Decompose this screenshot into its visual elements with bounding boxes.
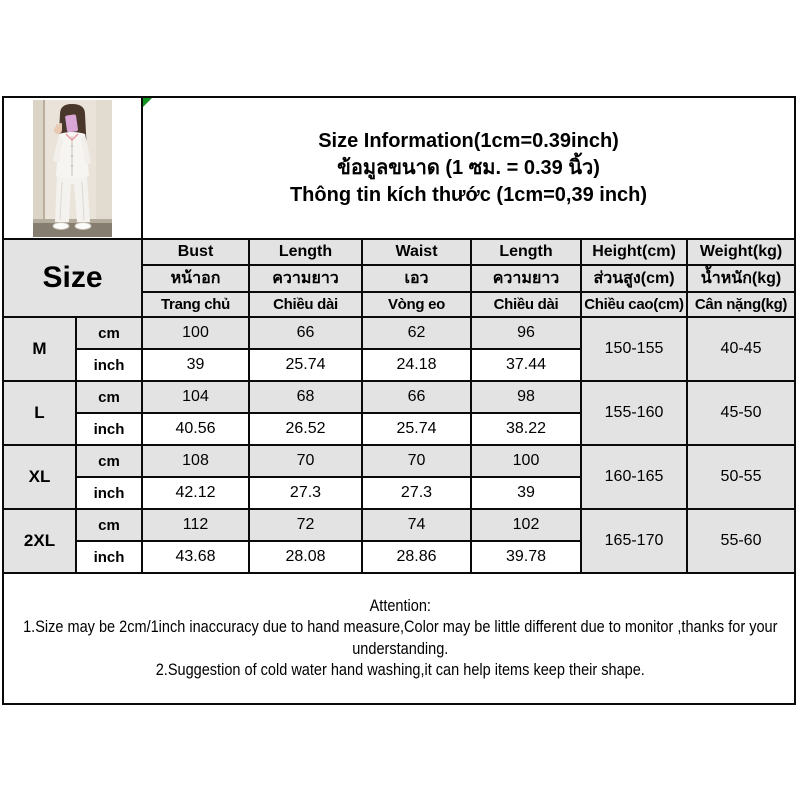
value-cell: 100 — [471, 445, 581, 477]
attention-text — [4, 596, 795, 682]
col-header-waist-en: Waist — [362, 239, 471, 265]
value-cell: 26.52 — [249, 413, 362, 445]
person-slipper-left — [53, 222, 69, 229]
value-cell: 27.3 — [362, 477, 471, 509]
product-photo — [33, 100, 112, 237]
value-cell: 39 — [142, 349, 249, 381]
attention-line-1: 1.Size may be 2cm/1inch inaccuracy due to hand measure,Color may be little different due to monitor ,thanks for your understanding. — [23, 618, 778, 658]
value-cell: 74 — [362, 509, 471, 541]
person-phone — [65, 114, 78, 132]
value-cell: 42.12 — [142, 477, 249, 509]
value-cell: 43.68 — [142, 541, 249, 573]
comment-marker-triangle — [143, 98, 152, 107]
col-header-length-vi: Chiều dài — [249, 292, 362, 317]
attention-line-2: 2.Suggestion of cold water hand washing,it can help items keep their shape. — [155, 660, 645, 679]
value-cell: 100 — [142, 317, 249, 349]
height-range-cell: 165-170 — [581, 509, 687, 573]
unit-cell-cm: cm — [76, 381, 142, 413]
title-line-vi: Thông tin kích thước (1cm=0,39 inch) — [289, 183, 648, 206]
value-cell: 72 — [249, 509, 362, 541]
attention-note-cell — [3, 573, 795, 704]
weight-range-cell: 45-50 — [687, 381, 795, 445]
col-header-bust-vi: Trang chủ — [142, 292, 249, 317]
size-label-2xl: 2XL — [3, 509, 76, 573]
value-cell: 98 — [471, 381, 581, 413]
value-cell: 37.44 — [471, 349, 581, 381]
value-cell: 28.08 — [249, 541, 362, 573]
value-cell: 102 — [471, 509, 581, 541]
size-label-xl: XL — [3, 445, 76, 509]
col-header-weight-th: น้ำหนัก(kg) — [687, 265, 795, 292]
person-slipper-right — [75, 222, 91, 229]
photo-wall-right — [96, 100, 112, 222]
size-label-m: M — [3, 317, 76, 381]
size-header-cell: Size — [3, 239, 142, 317]
title-line-en: Size Information(1cm=0.39inch) — [318, 129, 619, 152]
value-cell: 66 — [362, 381, 471, 413]
attention-heading: Attention: — [369, 596, 431, 615]
value-cell: 112 — [142, 509, 249, 541]
col-header-height-th: ส่วนสูง(cm) — [581, 265, 687, 292]
size-chart-table — [2, 96, 796, 705]
unit-cell-cm: cm — [76, 317, 142, 349]
col-header-bust-th: หน้าอก — [142, 265, 249, 292]
value-cell: 108 — [142, 445, 249, 477]
value-cell: 27.3 — [249, 477, 362, 509]
col-header-length-en: Length — [249, 239, 362, 265]
col-header-weight-en: Weight(kg) — [687, 239, 795, 265]
col-header-length-th: ความยาว — [249, 265, 362, 292]
unit-cell-inch: inch — [76, 349, 142, 381]
weight-range-cell: 55-60 — [687, 509, 795, 573]
value-cell: 68 — [249, 381, 362, 413]
value-cell: 62 — [362, 317, 471, 349]
product-photo-cell — [3, 97, 142, 239]
unit-cell-cm: cm — [76, 509, 142, 541]
value-cell: 40.56 — [142, 413, 249, 445]
value-cell: 24.18 — [362, 349, 471, 381]
weight-range-cell: 50-55 — [687, 445, 795, 509]
col-header-bust-en: Bust — [142, 239, 249, 265]
photo-door-frame — [33, 100, 43, 222]
value-cell: 25.74 — [249, 349, 362, 381]
unit-cell-inch: inch — [76, 477, 142, 509]
value-cell: 66 — [249, 317, 362, 349]
unit-cell-cm: cm — [76, 445, 142, 477]
col-header-length2-vi: Chiều dài — [471, 292, 581, 317]
size-chart-sheet — [2, 96, 794, 705]
value-cell: 39.78 — [471, 541, 581, 573]
col-header-waist-vi: Vòng eo — [362, 292, 471, 317]
title-line-th: ข้อมูลขนาด (1 ซม. = 0.39 นิ้ว) — [337, 156, 600, 179]
value-cell: 96 — [471, 317, 581, 349]
size-label-l: L — [3, 381, 76, 445]
col-header-length2-th: ความยาว — [471, 265, 581, 292]
value-cell: 39 — [471, 477, 581, 509]
unit-cell-inch: inch — [76, 413, 142, 445]
height-range-cell: 150-155 — [581, 317, 687, 381]
value-cell: 28.86 — [362, 541, 471, 573]
value-cell: 70 — [362, 445, 471, 477]
col-header-waist-th: เอว — [362, 265, 471, 292]
weight-range-cell: 40-45 — [687, 317, 795, 381]
value-cell: 70 — [249, 445, 362, 477]
photo-floor — [33, 222, 112, 237]
col-header-height-vi: Chiều cao(cm) — [581, 292, 687, 317]
col-header-height-en: Height(cm) — [581, 239, 687, 265]
height-range-cell: 160-165 — [581, 445, 687, 509]
unit-cell-inch: inch — [76, 541, 142, 573]
title-cell — [142, 97, 795, 239]
col-header-length2-en: Length — [471, 239, 581, 265]
value-cell: 38.22 — [471, 413, 581, 445]
value-cell: 25.74 — [362, 413, 471, 445]
value-cell: 104 — [142, 381, 249, 413]
height-range-cell: 155-160 — [581, 381, 687, 445]
col-header-weight-vi: Cân nặng(kg) — [687, 292, 795, 317]
